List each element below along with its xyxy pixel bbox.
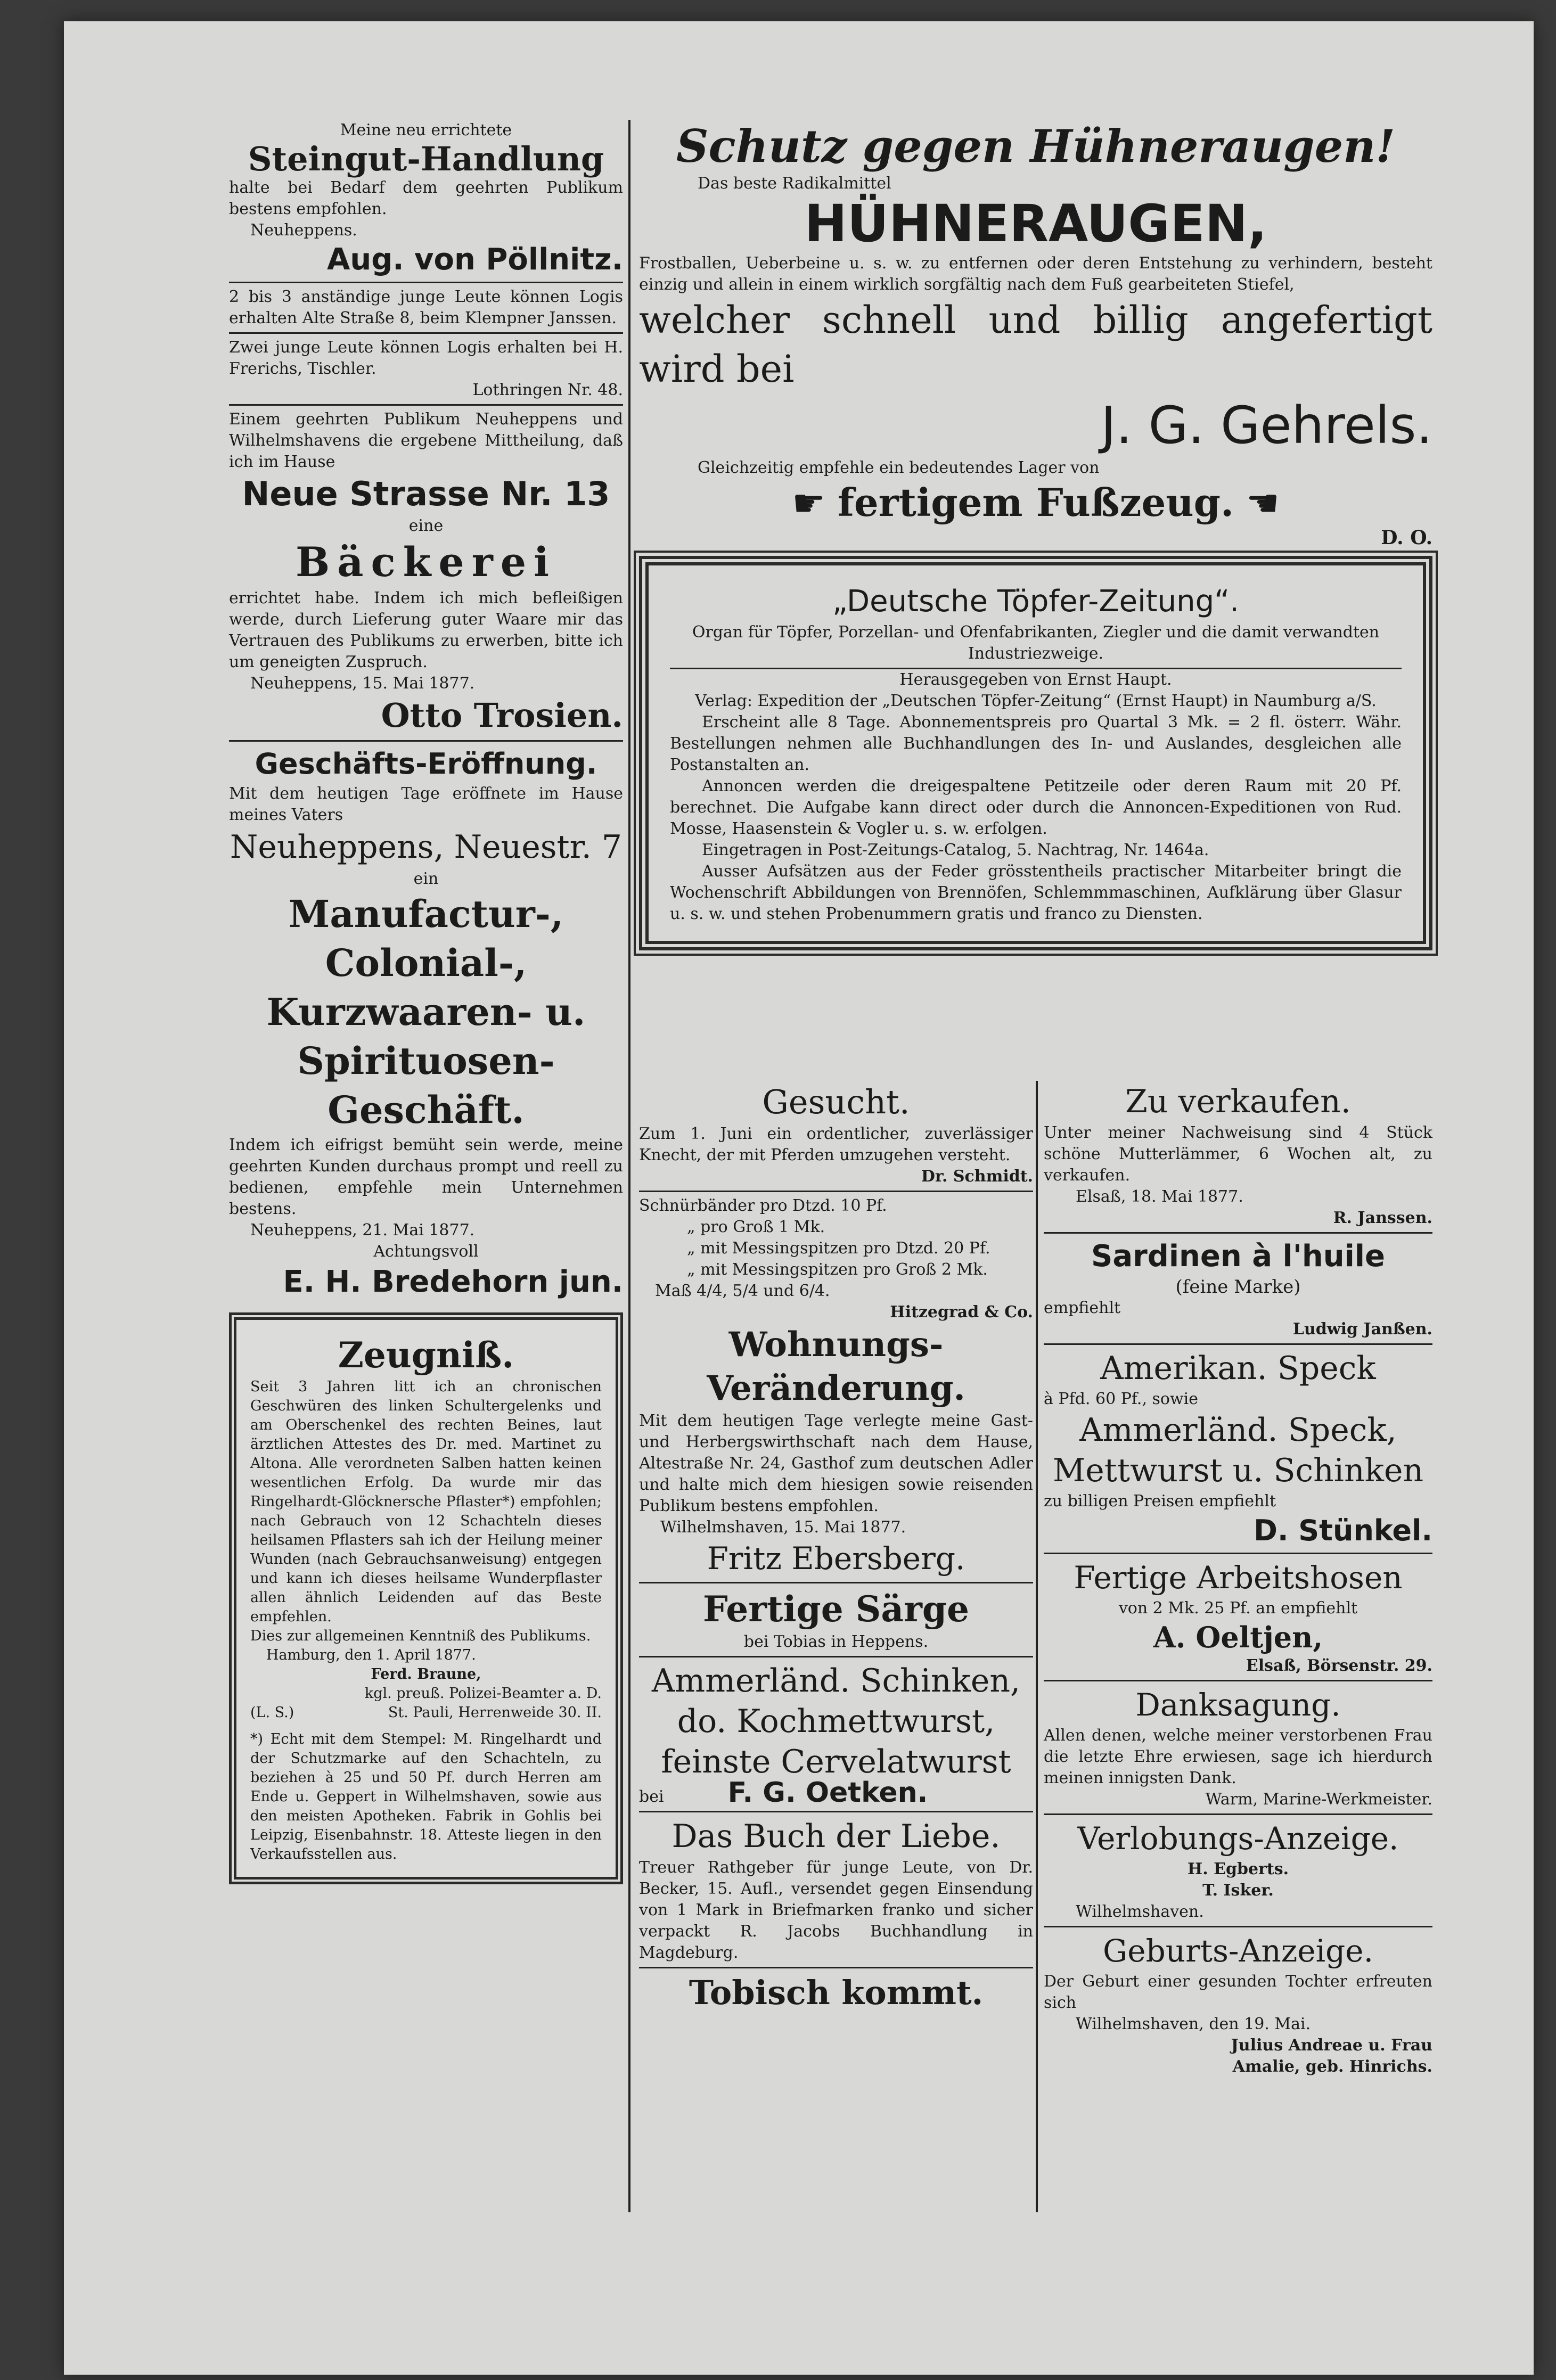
eroeffnung-name: E. H. Bredehorn jun. (283, 1265, 623, 1300)
eroeffnung-intro: Mit dem heutigen Tage eröffnete im Hause meines Vaters (229, 784, 623, 825)
tobisch-text: Tobisch kommt. (689, 1973, 984, 2012)
verlobung-name2: T. Isker. (1202, 1881, 1274, 1900)
geburt-title: Geburts-Anzeige. (1102, 1933, 1374, 1969)
pointing-hand-right-icon: ☛ (792, 481, 826, 525)
zeugniss-name: Ferd. Braune, (371, 1666, 481, 1683)
toepfer-editor: Herausgegeben von Ernst Haupt. (899, 670, 1172, 689)
column-rule-left (628, 120, 630, 2212)
verlobung-place: Wilhelmshaven. (1076, 1902, 1204, 1921)
logis-body: 2 bis 3 anständige junge Leute können Logis erhalten Alte Straße 8, beim Klempner Janssen. (229, 288, 623, 328)
huehner-intro: Das beste Radikalmittel (698, 174, 891, 193)
toepfer-title: „Deutsche Töpfer-Zeitung“. (832, 584, 1239, 619)
eroeffnung-regards: Achtungsvoll (373, 1242, 479, 1261)
divider (1044, 1813, 1432, 1815)
huehner-product-line (639, 479, 1432, 527)
zeugniss-date: Hamburg, den 1. April 1877. (266, 1647, 476, 1664)
buch-title: Das Buch der Liebe. (671, 1818, 1001, 1855)
hosen-name: A. Oeltjen, (1153, 1620, 1323, 1654)
baeckerei-name: Otto Trosien. (381, 696, 623, 735)
verkaufen-date: Elsaß, 18. Mai 1877. (1076, 1187, 1243, 1206)
ad-zwei-junge (229, 337, 623, 401)
toepfer-p4: Ausser Aufsätzen aus der Feder grösstentheils practischer Mitarbeiter bringt die Wochenschrift Abbildungen von Brennöfen, Schlemmmaschinen, Aufklärung über Glasur u. s. w. und stehen Probenummern gratis und franco zu Diensten. (670, 862, 1402, 923)
ad-speck (1044, 1348, 1432, 1549)
schnuer-name: Hitzegrad & Co. (890, 1303, 1033, 1322)
right-column (1044, 1081, 1432, 2078)
ad-geburt (1044, 1931, 1432, 2078)
eroeffnung-ein: ein (413, 869, 439, 889)
sardinen-name: Ludwig Janßen. (1292, 1320, 1432, 1339)
divider (1044, 1926, 1432, 1927)
schnuer-sizes: Maß 4/4, 5/4 und 6/4. (655, 1282, 830, 1300)
gesucht-body: Zum 1. Juni ein ordentlicher, zuverlässiger Knecht, der mit Pferden umzugehen versteht. (639, 1125, 1033, 1164)
geburt-name1: Julius Andreae u. Frau (1231, 2036, 1432, 2055)
steingut-place: Neuheppens. (250, 221, 357, 240)
wohnung-name: Fritz Ebersberg. (707, 1540, 965, 1577)
toepfer-p1: Erscheint alle 8 Tage. Abonnementspreis pro Quartal 3 Mk. = 2 fl. österr. Währ. Bestellungen nehmen alle Buchhandlungen des In- und Auslandes, desgleichen alle Postanstalten an. (670, 713, 1402, 774)
pointing-hand-left-icon: ☚ (1246, 481, 1280, 525)
divider (1044, 1343, 1432, 1345)
steingut-intro: Meine neu errichtete (340, 121, 512, 139)
toepfer-verlag: Verlag: Expedition der „Deutschen Töpfer-Zeitung“ (Ernst Haupt) in Naumburg a/S. (695, 692, 1377, 710)
speck-line: Mettwurst u. Schinken (1052, 1452, 1424, 1489)
oetken-name: F. G. Oetken. (727, 1777, 928, 1809)
ad-sardinen (1044, 1237, 1432, 1340)
zeugniss-body: Seit 3 Jahren litt ich an chronischen Geschwüren des linken Schultergelenks und am Oberschenkel des rechten Beines, laut ärztlichen Attestes des Dr. med. Martinet zu Altona. Alle verordneten Salben hatten keinen wesentlichen Erfolg. Da wurde mir das Ringelhardt-Glöcknersche Pflaster*) empfohlen; nach Gebrauch von 12 Schachteln dieses heilsamen Pflasters sah ich der Heilung meiner Wunden (nach Gebrauchsanweisung) entgegen und kann ich dieses heilsame Wunderpflaster allen ähnlich Leidenden auf das Beste empfehlen. (250, 1378, 602, 1626)
top-right-area (639, 120, 1432, 950)
ad-huehneraugen (639, 120, 1432, 548)
toepfer-p3: Eingetragen in Post-Zeitungs-Catalog, 5. Nachtrag, Nr. 1464a. (702, 841, 1209, 859)
ad-tobisch (639, 1972, 1033, 2014)
huehner-headline: HÜHNERAUGEN, (804, 194, 1267, 253)
steingut-title: Steingut-Handlung (248, 139, 604, 178)
ad-eroeffnung (229, 745, 623, 1302)
ad-buch-der-liebe (639, 1816, 1033, 1964)
steingut-body: halte bei Bedarf dem geehrten Publikum bestens empfohlen. (229, 178, 623, 219)
divider (639, 1811, 1033, 1812)
zeugniss-ls: (L. S.) (250, 1704, 294, 1721)
hosen-price: von 2 Mk. 25 Pf. an empfiehlt (1118, 1599, 1358, 1618)
divider (229, 404, 623, 406)
steingut-name: Aug. von Pöllnitz. (326, 242, 623, 277)
ad-verlobung (1044, 1818, 1432, 1923)
baeckerei-intro: Einem geehrten Publikum Neuheppens und Wilhelmshavens die ergebene Mittheilung, daß ich im Hause (229, 410, 623, 472)
speck-empf: zu billigen Preisen empfiehlt (1044, 1492, 1276, 1511)
schnuer-line: „ mit Messingspitzen pro Groß 2 Mk. (687, 1260, 988, 1279)
oetken-bei: bei (639, 1787, 664, 1806)
saerge-line: bei Tobias in Heppens. (743, 1632, 929, 1651)
ad-logis (229, 286, 623, 329)
left-column (229, 120, 623, 1884)
divider (229, 740, 623, 742)
gesucht-title: Gesucht. (762, 1082, 910, 1121)
geburt-name2: Amalie, geb. Hinrichs. (1232, 2057, 1432, 2076)
ad-danksagung (1044, 1685, 1432, 1810)
gesucht-name: Dr. Schmidt. (921, 1167, 1033, 1186)
ad-baeckerei (229, 409, 623, 737)
verlobung-name1: H. Egberts. (1187, 1860, 1289, 1878)
divider (1044, 1680, 1432, 1681)
ad-oetken (639, 1661, 1033, 1808)
huehner-product: fertigem Fußzeug. (837, 480, 1234, 525)
ad-verkaufen (1044, 1081, 1432, 1229)
eroeffnung-date: Neuheppens, 21. Mai 1877. (250, 1221, 475, 1240)
ad-zeugniss (229, 1312, 623, 1884)
divider (1044, 1232, 1432, 1234)
column-rule-right (1036, 1081, 1038, 2212)
divider (639, 1656, 1033, 1657)
ad-steingut (229, 120, 623, 278)
huehner-slogan: welcher schnell und billig angefertigt wird bei (639, 298, 1432, 391)
baeckerei-date: Neuheppens, 15. Mai 1877. (250, 674, 475, 693)
sardinen-empf: empfiehlt (1044, 1299, 1121, 1317)
verlobung-title: Verlobungs-Anzeige. (1077, 1820, 1399, 1857)
zeugniss-title2: kgl. preuß. Polizei-Beamter a. D. (364, 1685, 602, 1702)
zeugniss-publish: Dies zur allgemeinen Kenntniß des Publikums. (250, 1628, 591, 1645)
middle-column (639, 1081, 1033, 2014)
baeckerei-address: Neue Strasse Nr. 13 (242, 474, 610, 514)
zeugniss-note: *) Echt mit dem Stempel: M. Ringelhardt und der Schutzmarke auf den Schachteln, zu beziehen à 25 und 50 Pf. durch Herren am Ende u. Geppert in Wilhelmshaven, sowie aus den meisten Apotheken. Fabrik in Gohlis bei Leipzig, Eisenbahnstr. 18. Atteste liegen in den Verkaufsstellen aus. (250, 1731, 602, 1863)
hosen-address: Elsaß, Börsenstr. 29. (1246, 1656, 1432, 1675)
zeugniss-seal-line (250, 1703, 602, 1722)
ad-schnuerbaender (639, 1195, 1033, 1323)
zwei-junge-body: Zwei junge Leute können Logis erhalten bei H. Frerichs, Tischler. (229, 338, 623, 379)
schnuer-line: „ pro Groß 1 Mk. (687, 1218, 825, 1236)
toepfer-p2: Annoncen werden die dreigespaltene Petitzeile oder deren Raum mit 20 Pf. berechnet. Die Aufgabe kann direct oder durch die Annoncen-Expeditionen von Rud. Mosse, Haasenstein & Vogler u. s. w. erfolgen. (670, 777, 1402, 838)
eroeffnung-shop: Manufactur-, Colonial-, Kurzwaaren- u. Spirituosen-Geschäft. (266, 892, 586, 1132)
eroeffnung-title: Geschäfts-Eröffnung. (255, 747, 597, 781)
divider (639, 1582, 1033, 1583)
wohnung-title: Wohnungs-Veränderung. (707, 1325, 965, 1408)
baeckerei-eine: eine (408, 516, 444, 536)
zeugniss-address: St. Pauli, Herrenweide 30. II. (388, 1704, 602, 1721)
zwei-junge-address: Lothringen Nr. 48. (472, 381, 623, 400)
huehner-name: J. G. Gehrels. (1101, 396, 1432, 455)
schnuer-line: „ mit Messingspitzen pro Dtzd. 20 Pf. (687, 1239, 990, 1258)
divider (229, 332, 623, 334)
oetken-name-line (639, 1777, 1033, 1809)
speck-title: Amerikan. Speck (1100, 1350, 1376, 1387)
huehner-title: Schutz gegen Hühneraugen! (676, 120, 1396, 173)
speck-line: Ammerländ. Speck, (1079, 1411, 1397, 1449)
divider (229, 282, 623, 283)
oetken-line: feinste Cervelatwurst (661, 1743, 1011, 1780)
sardinen-title: Sardinen à l'huile (1091, 1239, 1385, 1274)
dank-body: Allen denen, welche meiner verstorbenen Frau die letzte Ehre erwiesen, sage ich hierdurch meinen innigsten Dank. (1044, 1726, 1432, 1787)
divider (1044, 1553, 1432, 1554)
divider (639, 1191, 1033, 1192)
saerge-title: Fertige Särge (702, 1588, 970, 1630)
divider (639, 1967, 1033, 1968)
dank-name: Warm, Marine-Werkmeister. (1205, 1790, 1432, 1809)
ad-wohnung (639, 1323, 1033, 1579)
huehner-also: Gleichzeitig empfehle ein bedeutendes Lager von (698, 458, 1100, 477)
oetken-line: do. Kochmettwurst, (677, 1703, 995, 1740)
hosen-title: Fertige Arbeitshosen (1074, 1560, 1403, 1596)
verkaufen-title: Zu verkaufen. (1125, 1083, 1351, 1120)
eroeffnung-address: Neuheppens, Neuestr. 7 (230, 828, 623, 866)
speck-price: à Pfd. 60 Pf., sowie (1044, 1390, 1199, 1408)
eroeffnung-body: Indem ich eifrigst bemüht sein werde, meine geehrten Kunden durchaus prompt und reell zu bedienen, empfehle mein Unternehmen bestens. (229, 1136, 623, 1219)
huehner-body: Frostballen, Ueberbeine u. s. w. zu entfernen oder deren Entstehung zu verhindern, besteht einzig und allein in einem wirklich sorgfältig nach dem Fuß gearbeiteten Stiefel, (639, 254, 1432, 294)
speck-name: D. Stünkel. (1254, 1514, 1432, 1547)
geburt-date: Wilhelmshaven, den 19. Mai. (1076, 2015, 1311, 2033)
dank-title: Danksagung. (1135, 1687, 1341, 1723)
verkaufen-body: Unter meiner Nachweisung sind 4 Stück schöne Mutterlämmer, 6 Wochen alt, zu verkaufen. (1044, 1123, 1432, 1185)
zeugniss-title: Zeugniß. (338, 1334, 514, 1376)
baeckerei-title: Bäckerei (295, 538, 557, 586)
sardinen-sub: (feine Marke) (1175, 1276, 1301, 1298)
ad-saerge (639, 1587, 1033, 1653)
buch-body: Treuer Rathgeber für junge Leute, von Dr. Becker, 15. Aufl., versendet gegen Einsendung von 1 Mark in Briefmarken franko und sicher verpackt R. Jacobs Buchhandlung in Magdeburg. (639, 1858, 1033, 1962)
oetken-line: Ammerländ. Schinken, (651, 1662, 1021, 1700)
verkaufen-name: R. Janssen. (1333, 1209, 1432, 1227)
wohnung-body: Mit dem heutigen Tage verlegte meine Gast- und Herbergswirthschaft nach dem Hause, Altestraße Nr. 24, Gasthof zum deutschen Adler und halte mich dem hiesigen sowie reisenden Publikum bestens empfohlen. (639, 1411, 1033, 1515)
ad-gesucht (639, 1081, 1033, 1187)
ad-arbeitshosen (1044, 1557, 1432, 1677)
ad-toepfer-zeitung (639, 556, 1432, 950)
wohnung-date: Wilhelmshaven, 15. Mai 1877. (660, 1518, 906, 1537)
huehner-initials: D. O. (1381, 527, 1432, 549)
geburt-body: Der Geburt einer gesunden Tochter erfreuten sich (1044, 1972, 1432, 2012)
toepfer-subtitle: Organ für Töpfer, Porzellan- und Ofenfabrikanten, Ziegler und die damit verwandten Industriezweige. (670, 622, 1402, 669)
baeckerei-body: errichtet habe. Indem ich mich befleißigen werde, durch Lieferung guter Waare mir das Vertrauen des Publikums zu erwerben, bitte ich um geneigten Zuspruch. (229, 589, 623, 672)
schnuer-line: Schnürbänder pro Dtzd. 10 Pf. (639, 1196, 887, 1215)
